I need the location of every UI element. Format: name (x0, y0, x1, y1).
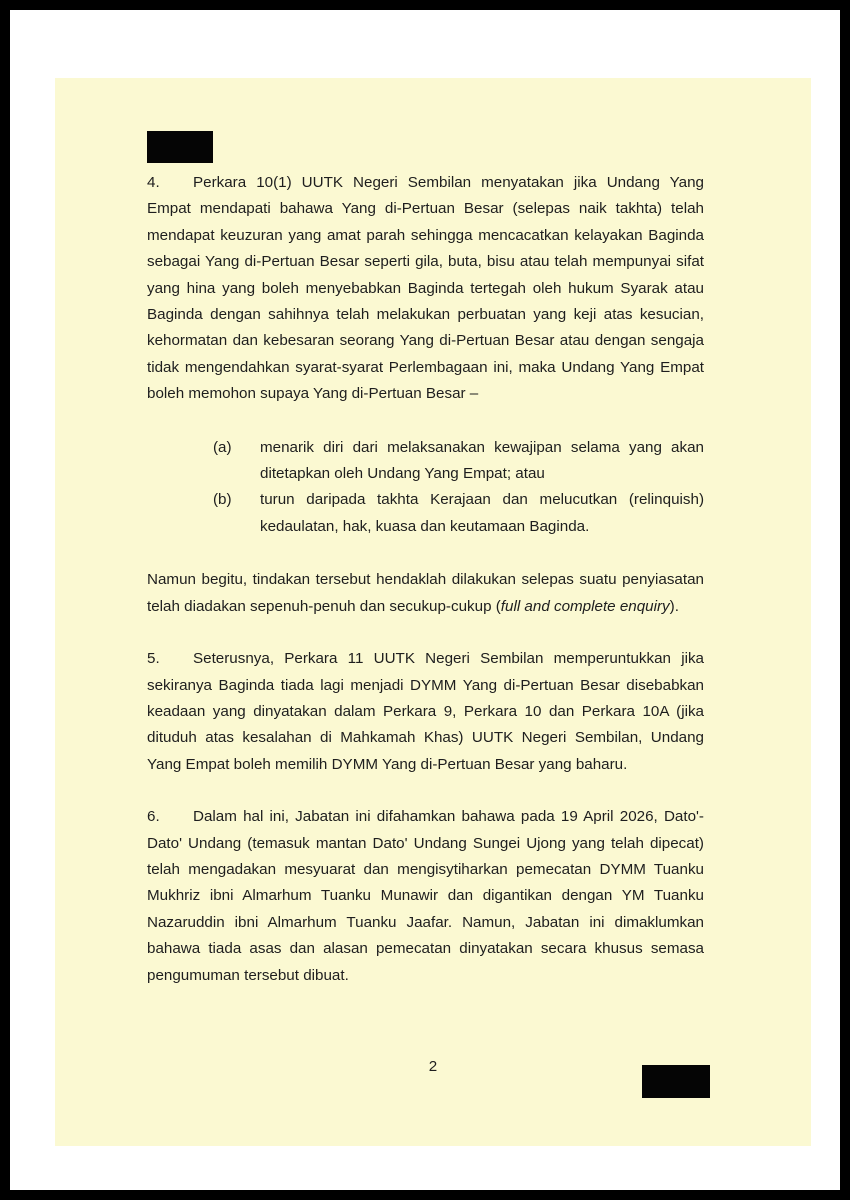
document-body (147, 170, 704, 989)
paragraph-text: Perkara 10(1) UUTK Negeri Sembilan menyatakan jika Undang Yang Empat mendapati bahawa Yang di-Pertuan Besar (selepas naik takhta) telah mendapat keuzuran yang amat parah sehingga mencacatkan kelayakan Baginda sebagai Yang di-Pertuan Besar seperti gila, buta, bisu atau telah mempunyai sifat yang hina yang boleh menyebabkan Baginda tertegah oleh hukum Syarak atau Baginda dengan sahihnya telah melakukan perbuatan yang keji atas kesucian, kehormatan dan kebesaran seorang Yang di-Pertuan Besar atau dengan sengaja tidak mengendahkan syarat-syarat Perlembagaan ini, maka Undang Yang Empat boleh memohon supaya Yang di-Pertuan Besar – (147, 174, 704, 403)
paragraph-number: 6. (147, 808, 160, 826)
followup-italic-term: full and complete enquiry (500, 597, 670, 615)
paragraph-4 (147, 170, 704, 408)
paragraph-6 (147, 804, 704, 989)
document-page (55, 78, 811, 1146)
list-item (147, 435, 704, 488)
paragraph-text: Seterusnya, Perkara 11 UUTK Negeri Sembilan memperuntukkan jika sekiranya Baginda tiada lagi menjadi DYMM Yang di-Pertuan Besar disebabkan keadaan yang dinyatakan dalam Perkara 9, Perkara 10 dan Perkara 10A (jika dituduh atas kesalahan di Mahkamah Khas) UUTK Negeri Sembilan, Undang Yang Empat boleh memilih DYMM Yang di-Pertuan Besar yang baharu. (147, 650, 704, 773)
paragraph-4-followup (147, 567, 704, 620)
sub-item-list (147, 435, 704, 541)
redaction-block-bottom (642, 1065, 710, 1098)
list-item-text: menarik diri dari melaksanakan kewajipan selama yang akan ditetapkan oleh Undang Yang Empat; atau (260, 438, 704, 483)
paragraph-number: 5. (147, 650, 160, 668)
list-item-text: turun daripada takhta Kerajaan dan melucutkan (relinquish) kedaulatan, hak, kuasa dan keutamaan Baginda. (260, 491, 704, 535)
redaction-block-top (147, 131, 213, 163)
followup-end: ). (669, 597, 679, 615)
paragraph-5 (147, 646, 704, 778)
list-item-label: (a) (213, 438, 232, 456)
page-number: 2 (428, 1058, 438, 1075)
paragraph-text: Dalam hal ini, Jabatan ini difahamkan bahawa pada 19 April 2026, Dato'-Dato' Undang (temasuk mantan Dato' Undang Sungei Ujong yang telah dipecat) telah mengadakan mesyuarat dan mengisytiharkan pemecatan DYMM Tuanku Mukhriz ibni Almarhum Tuanku Munawir dan digantikan dengan YM Tuanku Nazaruddin ibni Almarhum Tuanku Jaafar. Namun, Jabatan ini dimaklumkan bahawa tiada asas dan alasan pemecatan dinyatakan secara khusus semasa pengumuman tersebut dibuat. (147, 808, 704, 984)
list-item (147, 487, 704, 540)
paragraph-number: 4. (147, 174, 160, 191)
list-item-label: (b) (213, 491, 232, 509)
scanned-sheet (10, 10, 840, 1190)
followup-text: Namun begitu, tindakan tersebut hendaklah dilakukan selepas suatu penyiasatan telah diadakan sepenuh-penuh dan secukup-cukup ( (147, 571, 704, 615)
